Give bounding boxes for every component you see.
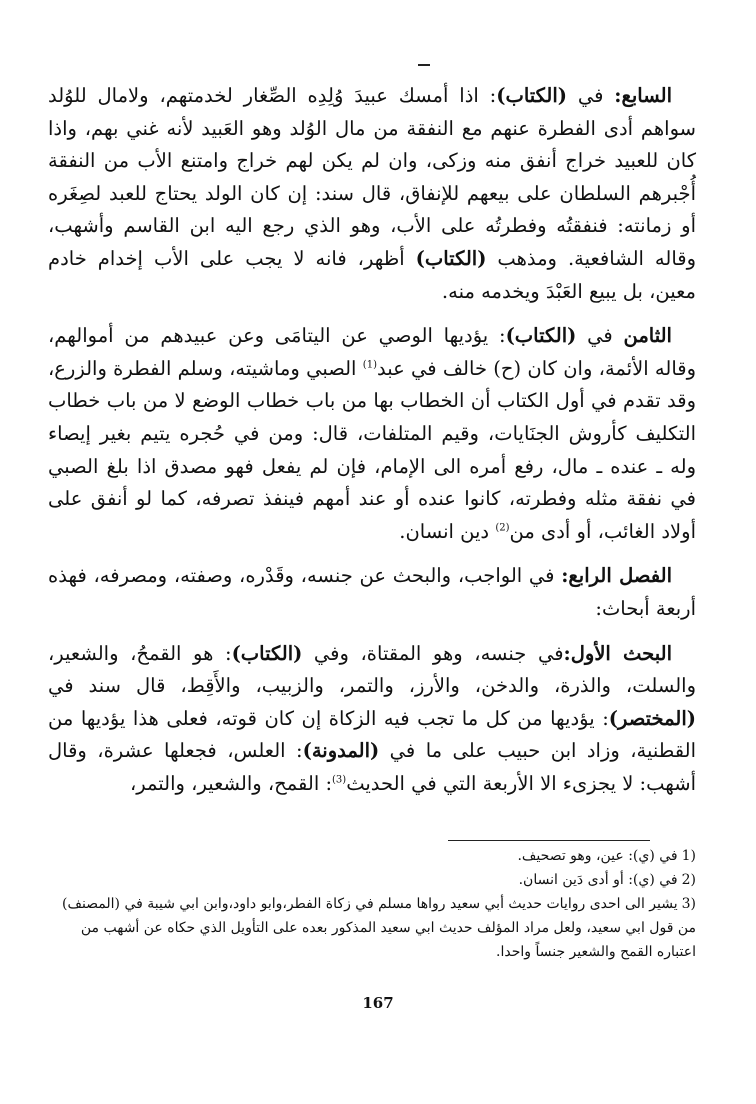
header-mark (418, 64, 430, 66)
section-title: الفصل الرابع: (561, 564, 673, 588)
footnote-text: في (ي): عين، وهو تصحيف. (517, 848, 678, 864)
book-reference: (الكتاب) (496, 84, 567, 107)
book-reference: (المدونة) (302, 739, 380, 763)
footnote-number: 2) (681, 872, 696, 888)
paragraph-seventh (48, 80, 696, 308)
paragraph-eighth (48, 320, 696, 548)
footnote-text: في (ي): أو أدى دَين انسان. (518, 872, 678, 888)
paragraph-text: : يؤديها الوصي عن اليتامَى وعن عبيدهم من أموالهم، وقاله الأئمة، وان كان (ح) خالف في عبد (48, 324, 696, 380)
paragraph-text: دين انسان. (399, 519, 496, 543)
book-reference: (الكتاب) (231, 641, 303, 665)
main-text (48, 80, 696, 800)
footnote-1 (48, 844, 696, 868)
paragraph-heading: السابع: (614, 84, 672, 107)
footnote-3 (48, 892, 696, 964)
paragraph-text: في جنسه، وهو المقتاة، وفي (302, 641, 564, 665)
book-reference: (الكتاب) (415, 246, 487, 270)
subsection-title: البحث الأول: (563, 641, 673, 665)
footnote-marker: (2) (495, 522, 510, 534)
paragraph-text: في (567, 84, 615, 107)
paragraph-text: : القمح، والشعير، والتمر، (129, 771, 333, 795)
paragraph-text: : هو القمحُ، والشعير، والسلت، والذرة، والدخن، والأرز، والتمر، والزبيب، والأَقِط، قال سند في (48, 641, 696, 698)
footnote-2 (48, 868, 696, 892)
footnote-marker: (3) (332, 774, 347, 786)
paragraph-heading: الثامن (623, 324, 672, 348)
footnote-marker: (1) (362, 359, 377, 371)
page-number: 167 (362, 994, 394, 1012)
paragraph-text: في الواجب، والبحث عن جنسه، وقَدْره، وصفته، ومصرفه، فهذه أربعة أبحاث: (48, 564, 696, 620)
footnote-number: 1) (681, 848, 696, 864)
footnote-separator (448, 840, 650, 841)
book-reference: (المختصر) (608, 706, 696, 730)
paragraph-text: أظهر، فانه لا يجب على الأب إخدام خادم معين، بل يبيع العَبْدَ ويخدمه منه. (48, 246, 696, 303)
paragraph-text: : اذا أمسك عبيدَ وُلِدِه الصِّغار لخدمتهم، ولامال للوُلد سواهم أدى الفطرة عنهم مع النفقة من مال الوُلد وهو العَبيد لأنه غني بهم، واذا كان للعبيد خراج أنفق منه وزكى، وان لم يكن لهم خراج وامتنع الأب من النفقة أُجْبرهم السلطان على بيعهم للإنفاق، قال سند: إن كان الولد يحتاج للعبد لصِغَره أو زمانته: فنفقتُه وفطرتُه على الأب، وهو الذي رجع اليه ابن القاسم وأشهب، وقاله الشافعية. ومذهب (48, 84, 697, 270)
footnote-number: 3) (681, 896, 696, 912)
paragraph-text: : يؤديها من كل ما تجب فيه الزكاة إن كان قوته، فعلى هذا يؤديها من القطنية، وزاد ابن حبيب على ما في (48, 706, 696, 763)
paragraph-text: في (576, 324, 624, 348)
footnotes (48, 844, 696, 964)
paragraph-text: الصبي وماشيته، وسلم الفطرة والزرع، وقد تقدم في أول الكتاب أن الخطاب بها من باب خطاب الوضع لا من باب خطاب التكليف كأروش الجنَايات، وقيم المتلفات، قال: ومن في حُجره يتيم بغير إيصاء وله ـ عنده ـ مال، رفع أمره الى الإمام، فإن لم يفعل فهو مصدق اذا بلغ الصبي في نفقة مثله وفطرته، كانوا عنده أو عند أمهم فينفذ تصرفه، كما لو أنفق على أولاد الغائب، أو أدى من (48, 356, 696, 543)
book-reference: (الكتاب) (505, 324, 577, 348)
footnote-text: يشير الى احدى روايات حديث أبي سعيد رواها مسلم في زكاة الفطر،وابو داود،وابن ابي شيبة في (المصنف) من قول ابي سعيد، ولعل مراد المؤلف حديث ابي سعيد المذكور بعده على التأويل الذي حكاه عن أشهب من اعتباره القمح والشعير جنساً واحدا. (61, 896, 696, 960)
section-four-heading (48, 560, 696, 625)
paragraph-first-inquiry (48, 638, 696, 801)
paragraph-text: : العلس، فجعلها عشرة، وقال أشهب: لا يجزىء الا الأربعة التي في الحديث (48, 739, 696, 795)
